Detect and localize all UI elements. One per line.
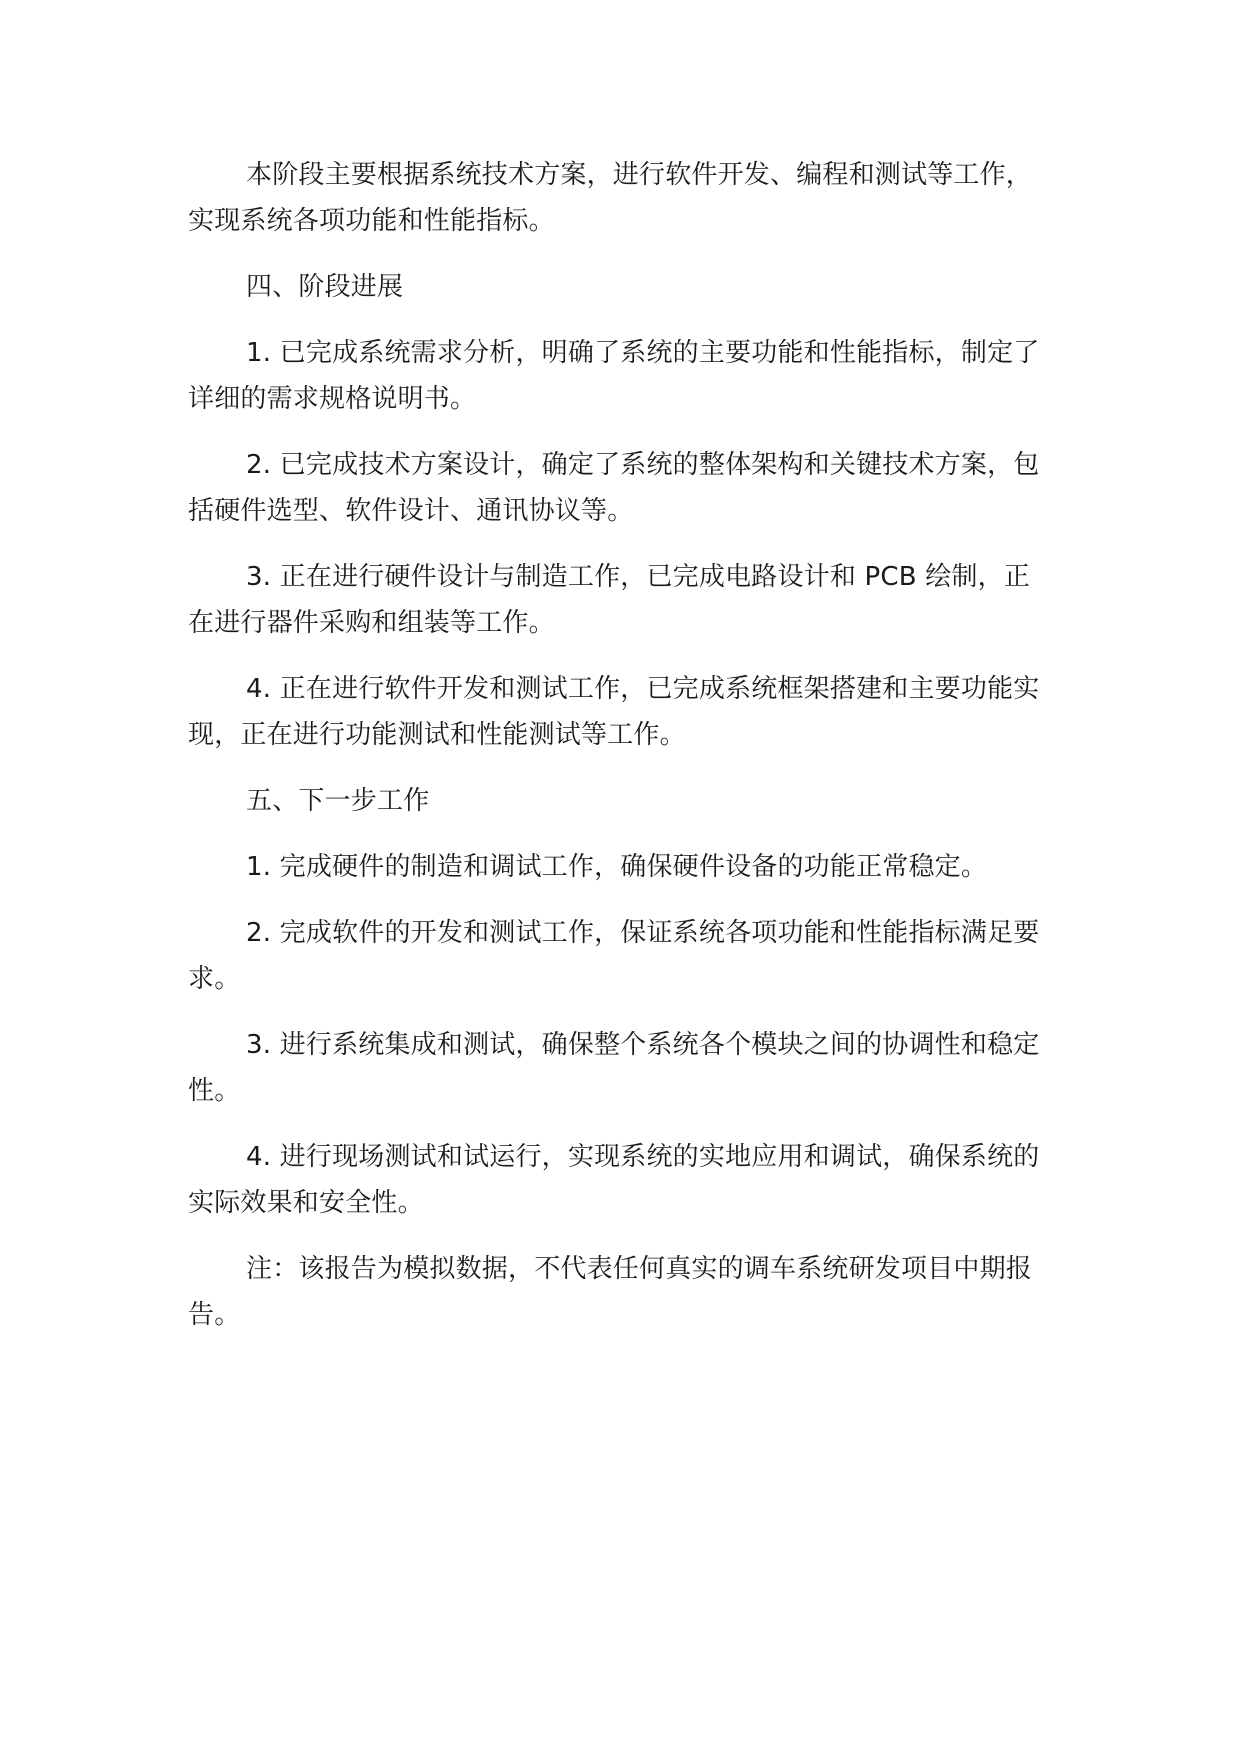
document-body [188, 152, 1048, 1358]
progress-item-2: 2. 已完成技术方案设计，确定了系统的整体架构和关键技术方案，包括硬件选型、软件设计、通讯协议等。 [188, 450, 1040, 526]
next-step-item-3: 3. 进行系统集成和测试，确保整个系统各个模块之间的协调性和稳定性。 [188, 1030, 1040, 1106]
next-step-item-4: 4. 进行现场测试和试运行，实现系统的实地应用和调试，确保系统的实际效果和安全性。 [188, 1142, 1040, 1218]
progress-item-3: 3. 正在进行硬件设计与制造工作，已完成电路设计和 PCB 绘制，正在进行器件采购和组装等工作。 [188, 562, 1031, 638]
disclaimer-note: 注：该报告为模拟数据，不代表任何真实的调车系统研发项目中期报告。 [188, 1254, 1033, 1330]
next-step-item-1: 1. 完成硬件的制造和调试工作，确保硬件设备的功能正常稳定。 [246, 852, 988, 882]
progress-item-4: 4. 正在进行软件开发和测试工作，已完成系统框架搭建和主要功能实现，正在进行功能测试和性能测试等工作。 [188, 674, 1040, 750]
progress-item-1: 1. 已完成系统需求分析，明确了系统的主要功能和性能指标，制定了详细的需求规格说明书。 [188, 338, 1040, 414]
section-heading-next-steps: 五、下一步工作 [246, 786, 430, 816]
intro-paragraph: 本阶段主要根据系统技术方案，进行软件开发、编程和测试等工作，实现系统各项功能和性能指标。 [188, 160, 1033, 236]
section-heading-progress: 四、阶段进展 [246, 272, 404, 302]
next-step-item-2: 2. 完成软件的开发和测试工作，保证系统各项功能和性能指标满足要求。 [188, 918, 1040, 994]
